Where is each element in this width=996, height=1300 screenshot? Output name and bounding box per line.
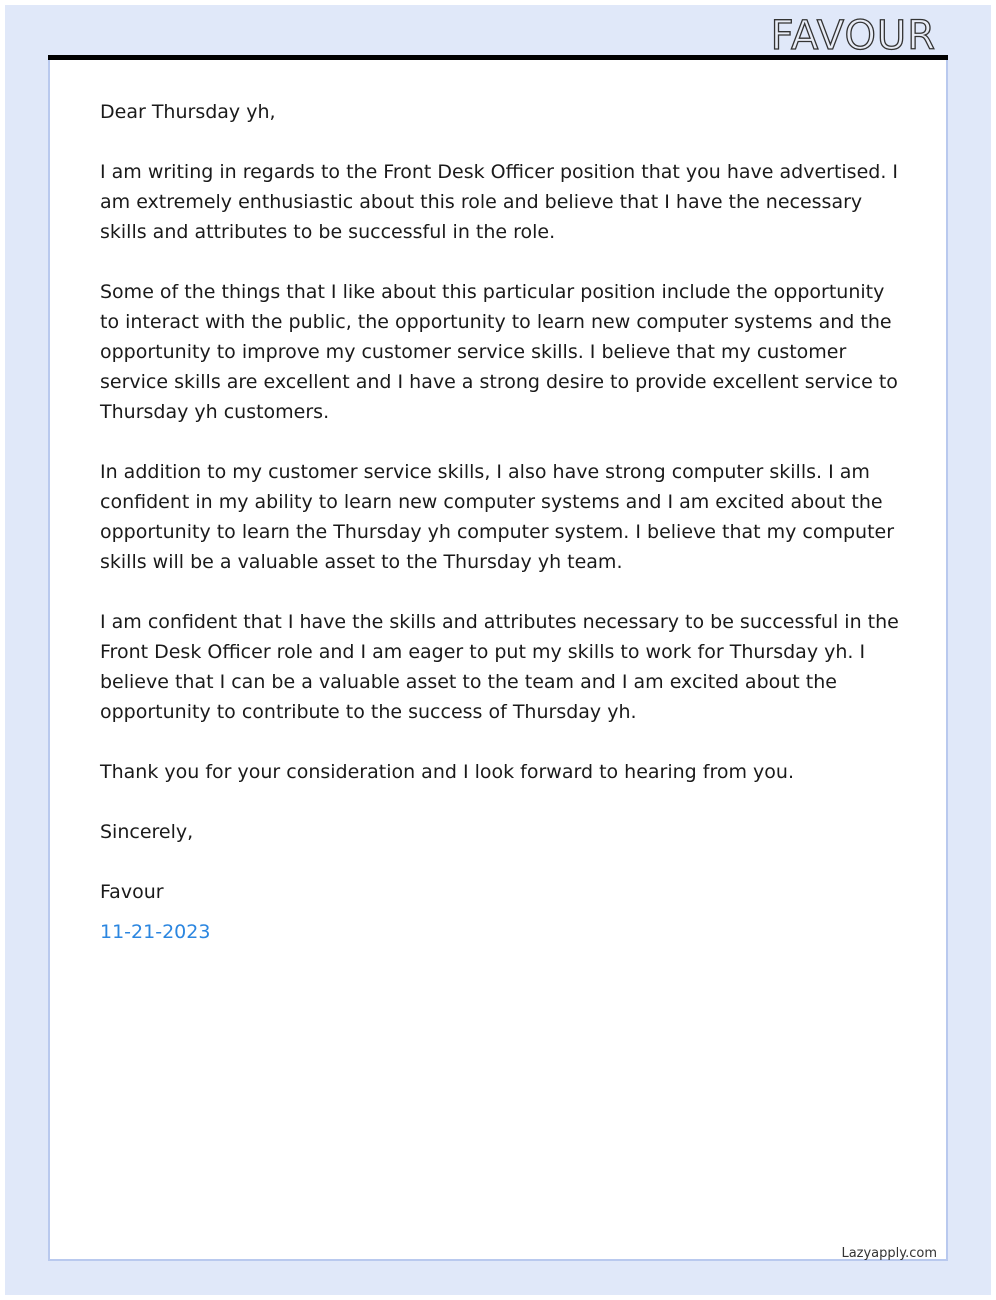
paragraph-5: Thank you for your consideration and I look forward to hearing from you. bbox=[100, 761, 794, 783]
applicant-name-heading: FAVOUR bbox=[770, 13, 936, 59]
paragraph-2: Some of the things that I like about this particular position include the opportunity to interact with the public, the opportunity to learn new computer systems and the opportunity to improve my customer service skills. I believe that my customer service skills are excellent and I have a strong desire to provide excellent service to Thursday yh customers. bbox=[100, 281, 898, 423]
closing: Sincerely, bbox=[100, 821, 194, 843]
signature-name: Favour bbox=[100, 881, 164, 903]
letter-date: 11-21-2023 bbox=[100, 921, 211, 943]
paragraph-3: In addition to my customer service skills, I also have strong computer skills. I am confident in my ability to learn new computer systems and I am excited about the opportunity to learn the Thursday yh computer system. I believe that my computer skills will be a valuable asset to the Thursday yh team. bbox=[100, 461, 895, 573]
footer-watermark: Lazyapply.com bbox=[841, 1246, 937, 1261]
paragraph-1: I am writing in regards to the Front Desk Officer position that you have advertised. I am extremely enthusiastic about this role and believe that I have the necessary skills and attributes to be successful in the role. bbox=[100, 161, 898, 243]
cover-letter-body bbox=[100, 97, 900, 947]
paragraph-4: I am confident that I have the skills and attributes necessary to be successful in the Front Desk Officer role and I am eager to put my skills to work for Thursday yh. I believe that I can be a valuable asset to the team and I am excited about the opportunity to contribute to the success of Thursday yh. bbox=[100, 611, 899, 723]
salutation: Dear Thursday yh, bbox=[100, 101, 276, 123]
